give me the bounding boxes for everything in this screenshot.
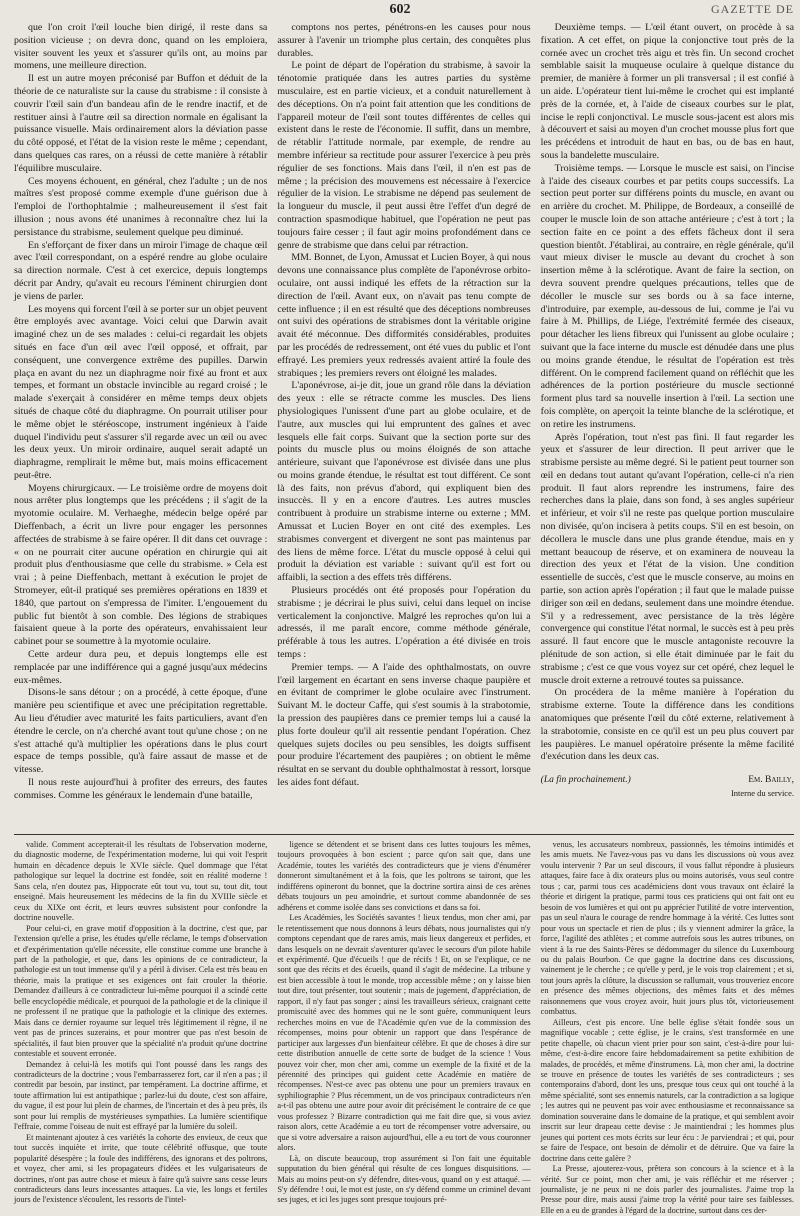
paragraph: Deuxième temps. — L'œil étant ouvert, on procède à sa fixation. A cet effet, on pique la conjonctive tout près de la cornée avec un crochet très aigu et très fin. Un second crochet semblable saisit la muqueuse oculaire à quelque distance du premier, de manière à former un pli transversal ; il est confié à un aide. L'opérateur tient lui-même le crochet qui est implanté près de la cornée, et, à l'aide de ciseaux courbes sur le plat, incise le repli conjonctival. Le muscle sous-jacent est alors mis à découvert et saisi au moyen d'un crochet mousse plus fort que les précédens et introduit de haut en bas, ou de bas en haut, sous la bandelette musculaire. bbox=[540, 22, 794, 161]
author-title: Interne du service. bbox=[730, 788, 794, 799]
signature-block bbox=[541, 774, 794, 800]
paragraph: Le point de départ de l'opération du strabisme, à savoir la ténotomie pratiquée dans les autres parties du système musculaire, est en partie vicieux, et a conduit naturellement à des déceptions. On n'a point fait attention que les conditions de l'appareil moteur de l'œil sont toutes différentes de celles qui existent dans le reste de l'économie. Il suffit, dans un membre, de rétablir l'attitude normale, par exemple, de rendre au membre inférieur sa rectitude pour assurer l'exercice à peu près régulier de ses fonctions. Mais dans l'œil, il n'en est pas de même ; la précision des mouvemens est nécessaire à l'exercice régulier de la vision. Le strabisme ne dépend pas seulement de la longueur du muscle, il peut aussi être l'effet d'un degré de contraction spasmodique habituel, que l'opération ne peut pas toujours faire cesser ; il faut agir moins profondément dans ce genre de strabisme que dans celui par rétraction. bbox=[277, 60, 531, 251]
paragraph: Il est un autre moyen préconisé par Buffon et déduit de la théorie de ce naturaliste sur la cause du strabisme : il consiste à couvrir l'œil sain d'un bandeau afin de le rendre inactif, et de restituer ainsi à l'autre œil sa direction normale en égalisant la puissance visuelle. Mais ordinairement alors la déviation passe du côté opposé, et l'état de la vision reste le même ; cependant, dans quelques cas rares, on a réussi de cette manière à rétablir l'équilibre musculaire. bbox=[14, 73, 268, 174]
feuilleton-column-3 bbox=[540, 840, 794, 1215]
paragraph: Ces moyens échouent, en général, chez l'adulte ; un de nos maîtres s'est proposé comme exemple d'une guérison due à l'emploi de l'orthophtalmie ; malheureusement il s'est fait illusion ; nous avons été unanimes à reconnaître chez lui la persistance du strabisme, seulement quelque peu diminué. bbox=[14, 175, 268, 238]
paragraph: Disons-le sans détour ; on a procédé, à cette époque, d'une manière peu scientifique et avec une précipitation regrettable. Au lieu d'étudier avec maturité les faits particuliers, avant d'en étendre le cercle, on n'a cherché avant tout qu'une chose ; on ne s'est attaché qu'à multiplier les opérations dans le plus court espace de temps possible, qu'à faire assaut de masse et de vitesse. bbox=[14, 687, 268, 776]
signature bbox=[731, 774, 794, 800]
paragraph: Pour celui-ci, en grave motif d'opposition à la doctrine, c'est que, par l'extension qu'elle a prise, les études qu'elle réclame, le temps d'observation et d'expérimentation qu'elle nécessite, elle constitue comme une branche à part de la pathologie, et que, dans les opinions de ce contradicteur, la pathologie est un tout immense qu'il y a péril à diviser. Cela est très beau en théorie, mais la pratique et ses exigences ont fait crouler la théorie. Demandez d'ailleurs à ce contradicteur lui-même pourquoi il a scindé cette belle encyclopédie médicale, et pourquoi de la pathologie et de la clinique il ne professent il ne pratique que la pathologie et la clinique des externes. Mais dans ce dernier royaume sur lequel très légitimement il règne, il ne vent pas de princes suzerains, et pour montrer que pas n'est besoin de spécialités, il faut bien prouver que la spécialité n'a produit qu'une doctrine contestable et souvent erronée. bbox=[14, 923, 268, 1059]
paragraph: Là, on discute beaucoup, trop assurément si l'on fait une équitable supputation du bien général qui résulte de ces longues disquisitions. — Mais au moins peut-on s'y défendre, dites-vous, quand on y est attaqué. — S'y défendre ! oui, le mot est juste, on s'y défend comme un criminel devant ses juges, et ici les juges sont presque toujours pré- bbox=[277, 1153, 531, 1205]
paragraph: Ailleurs, c'est pis encore. Une belle église s'était fondée sous un magnifique vocable ; cette église, je le crains, s'est transformée en une petite chapelle, où chacun vient prier pour son saint, c'est-à-dire pour lui-même, c'est-à-dire encore faire hebdomadairement sa petite exhibition de malades, de procédés, et même d'instrumens. Là, mon cher ami, la doctrine se trouve en présence de toutes les variétés de ses contradicteurs ; ses contemporains d'abord, dont les uns, presque tous ceux qui ont touché à la même spécialité, sont ses ennemis naturels, car la contradiction a sa logique ; les autres qui ne peuvent pas voir avec enthousiasme et reconnaissance sa domination souveraine dans le domaine de la pratique, et qui semblent avoir inscrit sur leur drapeau cette devise : Je maintiendrai ; les hommes plus jeunes qui portent ces mots écrits sur leur écu : Je parviendrai ; et qui, pour se faire de l'espace, ont besoin de démolir et de détruire. Que va faire la doctrine dans cette galère ? bbox=[540, 1017, 794, 1163]
running-head-right: GAZETTE DE bbox=[711, 2, 794, 16]
paragraph: MM. Bonnet, de Lyon, Amussat et Lucien Boyer, à qui nous devons une connaissance plus complète de l'aponévrose orbito-oculaire, ont aussi indiqué les effets de la rétraction sur la direction de l'œil. Avant eux, on n'avait pas tenu compte de cette influence ; il en est résulté que des déceptions nombreuses ont suivi des opérations de strabismes dont la véritable origine avait été méconnue. Des difformités considérables, produites par les procédés de redressement, ont été vues du public et l'ont effrayé. Les premiers yeux redressés avaient attiré la foule des strabiques ; les premiers revers ont éloigné les malades. bbox=[277, 252, 531, 379]
paragraph: On procédera de la même manière à l'opération du strabisme externe. Toute la différence dans les conditions anatomiques que présente l'œil du côté externe, relativement à la strabotomie, consiste en ce qu'il est un peu plus couvert par les paupières. Le manuel opératoire présente la même facilité d'exécution dans les deux cas. bbox=[540, 687, 794, 763]
paragraph: L'aponévrose, ai-je dit, joue un grand rôle dans la déviation des yeux : elle se rétracte comme les muscles. Des liens physiologiques l'unissent d'une part au globe oculaire, et de l'autre, aux muscles qui lui empruntent des gaînes et avec lesquels elle fait corps. Suivant que la section porte sur des points du muscle plus ou moins éloignés de son attache antérieure, suivant que l'aponévrose est divisée dans une plus ou moins grande étendue, le résultat est tout différent. Ce sont là des faits, non prévus d'abord, qui expliquent bien des insuccès. Il y en a encore d'autres. Les autres muscles contribuent à produire un strabisme interne ou externe ; MM. Amussat et Lucien Boyer en ont cité des exemples. Les strabismes convergent et divergent ne sont pas maintenus par des liens de même force. L'état du muscle opposé à celui qui produit la déviation est variable : suivant qu'il est fort ou affaibli, la section a des effets très différens. bbox=[277, 380, 531, 584]
paragraph: Les moyens qui forcent l'œil à se porter sur un objet peuvent être employés avec avantage. Voici celui que Darwin avait imaginé chez un de ses malades : celui-ci regardait les objets situés en face d'un œil avec l'œil opposé, et offrait, par conséquent, une convergence extrême des pupilles. Darwin plaça en avant du nez un diaphragme noir fixé au front et aux tempes, et formant un obstacle invincible au regard croisé ; le malade s'exerçait à considérer en même temps deux objets situés de chaque côté du diaphragme. On pourrait utiliser pour le même objet le stéréoscope, instrument ingénieux à l'aide duquel l'individu peut s'assurer s'il regarde avec un œil ou avec les deux yeux. Un miroir ordinaire, auquel serait adapté un diaphragme, remplirait le même but, mais moins efficacement peut-être. bbox=[14, 303, 268, 481]
feuilleton-columns bbox=[14, 840, 794, 1215]
paragraph: venus, les accusateurs nombreux, passionnés, les témoins intimidés et les amis muets. Ne l'avez-vous pas vu dans les discussions où vous avez voulu intervenir ? Par un seul discours, il vous fallut répondre à plusieurs attaques, faire face à dix orateurs plus ou moins autorisés, vous seul contre tous ; car, parmi tous ces académiciens dont vous travaux ont éclairé la théorie et dirigent la pratique, parmi tous ces praticiens qui ont fait ont eu besoin de vos lumières et qui ont pu apprécier l'utilité de votre intervention, pas un seul n'aura le courage de rendre hommage à la vérité. Ces luttes sont pour vous un spectacle et rien de plus ; ils y viennent admirer la grâce, la force, l'agilité des athlètes ; et comme autrefois sous les autres tribunes, on vient à la rue des Saints-Pères se dédommager du silence du Luxembourg ou du palais Bourbon. Ce que gagne la doctrine dans ces discussions, vainement je le cherche ; ce qu'elle y perd, je le vois trop clairement ; et si, tout jours après la clôture, la discussion se rallumait, vous trouveriez encore en présence des mêmes objections, des mêmes faits et des mêmes raisonnemens que vous croyez avoir, huit jours plus tôt, victorieusement combattus. bbox=[540, 840, 794, 1017]
paragraph: La Presse, ajouterez-vous, prêtera son concours à la science et à la vérité. Sur ce point, mon cher ami, je vais réfléchir et me réserver ; journaliste, je ne peux ni ne dois parler des journalistes. J'aime trop la Presse pour dire, mais aussi j'aime trop la vérité pour taire ses faiblesses. Elle en a eu de grandes à l'égard de la doctrine, surtout dans ces der- bbox=[540, 1164, 794, 1215]
paragraph: Il nous reste aujourd'hui à profiter des erreurs, des fautes commises. Comme les généraux le lendemain d'une bataille, bbox=[14, 777, 268, 801]
page-number: 602 bbox=[389, 2, 411, 17]
article-column-2 bbox=[277, 22, 530, 830]
paragraph: comptons nos pertes, pénétrons-en les causes pour nous assurer à l'avenir un triomphe plus certain, des conquêtes plus durables. bbox=[277, 22, 531, 59]
paragraph: valide. Comment accepterait-il les résultats de l'observation moderne, du diagnostic moderne, de l'expérimentation moderne, lui qui voit l'esprit humain en décadence depuis le XVIe siècle. Quel dommage que l'état pathologique sur lequel la doctrine est fondée, soit en réalité moderne ! Sans cela, n'en doutez pas, Hippocrate eût tout vu, tout su, tout dit, tout enseigné. Mais heureusement les médecins de la fin du XVIIIe siècle et ceux du XIXe ont écrit, et leurs œuvres subsistent pour confondre la doctrine nouvelle. bbox=[14, 840, 268, 923]
paragraph: Et maintenant ajoutez à ces variétés la cohorte des envieux, de ceux que tout succès inquiète et irrite, que toute célébrité offusque, que toute popularité désespère ; la foule des indifférens, des ignorans et des poltrons, et voyez, cher ami, si les propagateurs d'idées et les vulgarisateurs de doctrines, n'ont pas autre chose et mieux à faire qu'à suivre sans cesse leurs contradicteurs dans leurs incessantes attaques. La vie, les longs et fertiles jours de l'existence s'écoulent, les ressorts de l'intel- bbox=[14, 1132, 268, 1205]
paragraph: Cette ardeur dura peu, et depuis longtemps elle est remplacée par une indifférence qui a gagné jusqu'aux médecins eux-mêmes. bbox=[14, 649, 268, 686]
paragraph: Premier temps. — A l'aide des ophthalmostats, on ouvre l'œil largement en écartant en sens inverse chaque paupière et en évitant de comprimer le globe oculaire avec l'instrument. Suivant M. le docteur Caffe, qui s'est soumis à la strabotomie, la pression des paupières dans ce premier temps lui a causé la plus forte douleur qu'il ait ressentie pendant l'opération. Chez quelques sujets dociles ou peu sensibles, les doigts suffisent pour produire l'écartement des paupières ; on obtient le même résultat en se servant du double ophthalmostat à ressort, lorsque les aides font défaut. bbox=[277, 661, 531, 789]
continuation-note: (La fin prochainement.) bbox=[540, 775, 631, 786]
article-column-3-body bbox=[541, 22, 794, 764]
article-column-3 bbox=[541, 22, 794, 830]
paragraph: En s'efforçant de fixer dans un miroir l'image de chaque œil avec l'œil correspondant, on a espéré rendre au globe oculaire sa direction normale. C'est à cet exercice, depuis longtemps décrit par Andry, qu'avait eu recours l'éminent chirurgien dont je viens de parler. bbox=[14, 239, 268, 302]
paragraph: Après l'opération, tout n'est pas fini. Il faut regarder les yeux et s'assurer de leur direction. Il peut arriver que le strabisme persiste au même degré. Si le patient peut tourner son œil en dedans tout autant qu'avant l'opération, celle-ci n'a rien produit. Il faut alors reprendre les instrumens, faire des recherches dans la plaie, dans son fond, à ses angles supérieur et inférieur, et voir s'il ne reste pas quelque portion musculaire non divisée, qu'on incisera à petits coups. S'il en est besoin, on décollera le muscle dans une plus grande étendue, mais en y mettant beaucoup de réserve, et on examinera de nouveau la direction des yeux et l'état de la vision. Une condition essentielle de succès, c'est que le muscle conserve, au moins en partie, son action après l'opération ; il faut que le malade puisse diriger son œil en dedans, seulement dans une moindre étendue. S'il y a redressement, avec persistance de la très légère convergence qui constitue l'état normal, le succès est à peu près assuré. Il faut encore que le muscle antagoniste recouvre la plénitude de son action, si elle était diminuée par le fait du strabisme ; c'est ce que vous voyez sur cet opéré, chez lequel le muscle droit externe a retrouvé toutes sa puissance. bbox=[540, 431, 794, 686]
paragraph: que l'on croit l'œil louche bien dirigé, il reste dans sa position vicieuse ; on devra donc, quand on les emploiera, visiter souvent les yeux et s'assurer qu'ils ont, au moins par momens, une meilleure direction. bbox=[14, 22, 268, 72]
article-columns bbox=[14, 22, 794, 830]
paragraph: Plusieurs procédés ont été proposés pour l'opération du strabisme ; je décrirai le plus suivi, celui dans lequel on incise verticalement la conjonctive. Malgré les reproches qu'on lui a adressés, il me paraît encore, comme méthode générale, préférable à tous les autres. L'opération a été divisée en trois temps : bbox=[277, 585, 531, 661]
paragraph: Demandez à celui-là les motifs qui l'ont poussé dans les rangs des contradicteurs de la doctrine ; vous l'embarrasserez fort, car il n'en a pas ; il contredit par besoin, par instinct, par tempérament. La doctrine affirme, et toute affirmation lui est antipathique ; parlez-lui du doute, c'est son affaire, du vague, il est pour lui plein de charmes, de l'incertain et des à peu près, ils sont pour lui remplis de mystérieuses sympathies. La lumière scientifique l'effraie, comme l'oiseau de nuit est effrayé par la lumière du soleil. bbox=[14, 1059, 268, 1132]
author-name: Em. Bailly, bbox=[748, 775, 794, 786]
feuilleton-column-1 bbox=[14, 840, 268, 1205]
paragraph: Troisième temps. — Lorsque le muscle est saisi, on l'incise à l'aide des ciseaux courbes et par petits coups successifs. La section peut porter sur différens points du muscle, en avant ou en arrière du crochet. M. Philippe, de Bordeaux, a conseillé de couper le muscle loin de son attache antérieure ; c'est à tort ; la section faite en ce point a des effets fâcheux dont il sera question bientôt. J'établirai, au contraire, en règle générale, qu'il vaut mieux diviser le muscle au devant du crochet à son insertion même à la sclérotique. Avant de faire la section, on devra souvent prendre quelques précautions, telles que de décoller le muscle sur ses bords ou à sa face interne, d'introduire, par exemple, au-dessous de lui, comme je l'ai vu faire à M. Phillips, de Liége, l'extrémité fermée des ciseaux, pour détacher les liens fibreux qui l'unissent au globe oculaire ; suivant que la face interne du muscle est dénudée dans une plus ou moins grande étendue, le résultat de l'opération est très différent. On le comprend facilement quand on réfléchit que les adhérences de la portion postérieure du muscle sectionné forment plus tard sa nouvelle insertion à l'œil. La section une fois complète, on aperçoit la teinte blanche de la sclérotique, et on retire les instrumens. bbox=[540, 162, 794, 430]
paragraph: ligence se détendent et se brisent dans ces luttes toujours les mêmes, toujours provoquées à bon escient ; parce qu'on sait que, dans une Académie, toutes les variétés des contradicteurs que je viens d'énumérer donneront simultanément et à la fois, que les poltrons se tairont, que les indifférens opineront du bonnet, que la doctrine sortira ainsi de ces arènes débats toujours un peu amoindrie, et surtout comme abandonnée de ses adhérens et comme isolée dans ses convictions et dans sa foi. bbox=[277, 840, 531, 912]
feuilleton-column-2 bbox=[277, 840, 531, 1205]
article-column-1 bbox=[14, 22, 267, 830]
paragraph: Moyens chirurgicaux. — Le troisième ordre de moyens doit nous arrêter plus longtemps que les précédens ; il s'agit de la myotomie oculaire. M. Verhaeghe, médecin belge opéré par Dieffenbach, a écrit un livre pour engager les personnes affectées de strabisme à se faire opérer. Il dit dans cet ouvrage : « on ne pourrait citer aucune opération en chirurgie qui ait produit plus d'enthousiasme que celle du strabisme. » Cela est vrai ; à peine Dieffenbach, mettant à exécution le projet de Stromeyer, eût-il pratiqué ses premières opérations en 1839 et 1840, que partout on s'empressa de l'imiter. L'engouement du public fut bientôt à son comble. Des légions de strabiques faisaient queue à la porte des opérateurs, envahissaient leur cabinet pour se soumettre à la myotomie oculaire. bbox=[14, 482, 268, 648]
paragraph: Les Académies, les Sociétés savantes ! lieux tendus, mon cher ami, par le retentissement que nous donnons à leurs débats, nous journalistes qui n'y comptons cependant que de rares amis, mais lieux dangereux et perfides, et dans lesquels on ne devrait s'aventurer qu'avec le secours d'un pilote habile et expérimenté. Que d'écueils ! que de récifs ! Et, on se l'explique, ce ne sont que des récits et des écueils, quand il s'agit de médecine. La tribune y est bien accessible à tout le monde, trop accessible même ; on y laisse bien tout dire, tout présenter, tout soutenir ; mais de jugement, d'appréciation, de rapport, il n'y faut pas songer ; ainsi les travailleurs sérieux, craignant cette promiscuité avec des hommes qui ne le sont guère, communiquent leurs recherches moins en vue de l'Académie qu'en vue de la commission des récompenses, moins pour obtenir un rapport que dans l'espérance de participer aux largesses d'un bienfaiteur célèbre. Et que de choses à dire sur cette distribution annuelle de cette sorte de budget de la science ! Vous pouvez voir cher, mon cher ami, comme un exemple de la fixité et de la pérennité des principes qui guident cette Académie en matière de récompenses. N'est-ce avec pas obtenu une pour un premiers travaux en syphiliographie ? Plus récemment, un de vos principaux contradicteurs n'en a-t-il pas obtenu une autre pour avoir dit précisément le contraire de ce que vous professez ? Bizarre contradiction qui me fait dire que, si vous aviez raison alors, cette Académie a eu tort de récompenser votre adversaire, ou que si votre adversaire a raison aujourd'hui, elle a eu tort de vous couronner alors. bbox=[277, 913, 531, 1153]
section-divider bbox=[14, 834, 794, 835]
